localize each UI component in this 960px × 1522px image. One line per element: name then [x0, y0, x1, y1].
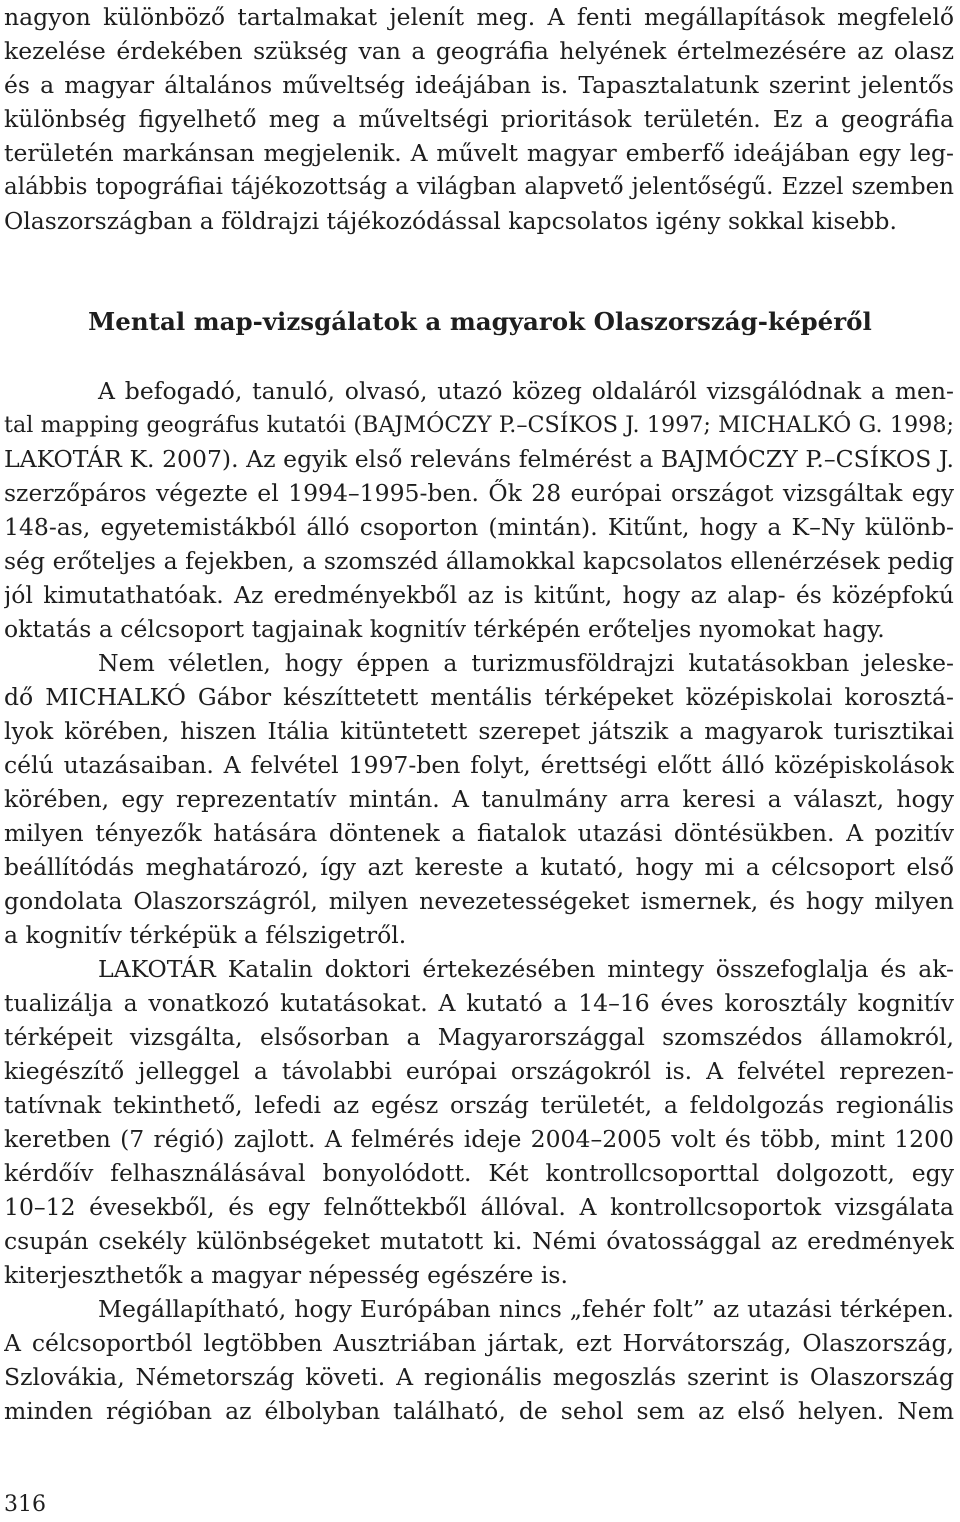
text-line: Szlovákia, Németország követi. A regionális megoszlás szerint is Olaszország	[4, 1363, 954, 1391]
page-number: 316	[4, 1492, 46, 1517]
text-line: célú utazásaiban. A felvétel 1997-ben folyt, érettségi előtt álló középiskolások	[4, 751, 954, 779]
text-line: alábbis topográfiai tájékozottság a világban alapvető jelentőségű. Ezzel szemben	[4, 174, 954, 200]
text-line: Nem véletlen, hogy éppen a turizmusföldrajzi kutatásokban jeleske-	[98, 649, 954, 677]
text-line: kiegészítő jelleggel a távolabbi európai országokról is. A felvétel reprezen-	[4, 1057, 954, 1085]
text-line: térképeit vizsgálta, elsősorban a Magyarországgal szomszédos államokról,	[4, 1023, 954, 1051]
text-line: LAKOTÁR Katalin doktori értekezésében mintegy összefoglalja és ak-	[98, 955, 954, 983]
text-line: oktatás a célcsoport tagjainak kognitív térképén erőteljes nyomokat hagy.	[4, 615, 885, 643]
text-line: a kognitív térképük a félszigetről.	[4, 921, 407, 949]
text-line: jól kimutathatóak. Az eredményekből az is kitűnt, hogy az alap- és középfokú	[4, 581, 954, 609]
text-line: 148-as, egyetemistákból álló csoporton (mintán). Kitűnt, hogy a K–Ny különb-	[4, 513, 954, 541]
text-line: területén markánsan megjelenik. A művelt magyar emberfő ideájában egy leg-	[4, 139, 954, 167]
text-line: különbség figyelhető meg a műveltségi prioritások területén. Ez a geográfia	[4, 105, 954, 133]
text-line: A befogadó, tanuló, olvasó, utazó közeg oldaláról vizsgálódnak a men-	[98, 377, 954, 405]
text-line: körében, egy reprezentatív mintán. A tanulmány arra keresi a választ, hogy	[4, 785, 954, 813]
text-line: kérdőív felhasználásával bonyolódott. Két kontrollcsoporttal dolgozott, egy	[4, 1159, 954, 1187]
text-line: gondolata Olaszországról, milyen nevezetességeket ismernek, és hogy milyen	[4, 887, 954, 915]
text-line: minden régióban az élbolyban található, de sehol sem az első helyen. Nem	[4, 1397, 954, 1425]
text-line: LAKOTÁR K. 2007). Az egyik első releváns felmérést a BAJMÓCZY P.–CSÍKOS J.	[4, 445, 954, 473]
text-line: lyok körében, hiszen Itália kitüntetett szerepet játszik a magyarok turisztikai	[4, 717, 954, 745]
text-line: beállítódás meghatározó, így azt kereste a kutató, hogy mi a célcsoport első	[4, 853, 954, 881]
text-line: kezelése érdekében szükség van a geográfia helyének értelmezésére az olasz	[4, 37, 954, 65]
text-line: csupán csekély különbségeket mutatott ki. Némi óvatossággal az eredmények	[4, 1227, 954, 1255]
section-heading: Mental map-vizsgálatok a magyarok Olaszország-képéről	[88, 307, 872, 336]
text-line: A célcsoportból legtöbben Ausztriában jártak, ezt Horvátország, Olaszország,	[4, 1329, 954, 1357]
text-line: 10–12 évesekből, és egy felnőttekből állóval. A kontrollcsoportok vizsgálata	[4, 1193, 954, 1221]
text-line: dő MICHALKÓ Gábor készíttetett mentális térképeket középiskolai korosztá-	[4, 683, 954, 711]
text-line: milyen tényezők hatására döntenek a fiatalok utazási döntésükben. A pozitív	[4, 819, 954, 847]
text-line: ség erőteljes a fejekben, a szomszéd államokkal kapcsolatos ellenérzések pedig	[4, 547, 954, 575]
text-line: Olaszországban a földrajzi tájékozódással kapcsolatos igény sokkal kisebb.	[4, 207, 897, 235]
text-line: nagyon különböző tartalmakat jelenít meg. A fenti megállapítások megfelelő	[4, 3, 954, 31]
text-line: tal mapping geográfus kutatói (BAJMÓCZY P.–CSÍKOS J. 1997; MICHALKÓ G. 1998;	[4, 412, 954, 438]
text-line: tualizálja a vonatkozó kutatásokat. A kutató a 14–16 éves korosztály kognitív	[4, 989, 954, 1017]
text-line: szerzőpáros végezte el 1994–1995-ben. Ők 28 európai országot vizsgáltak egy	[4, 479, 954, 507]
text-line: keretben (7 régió) zajlott. A felmérés ideje 2004–2005 volt és több, mint 1200	[4, 1125, 954, 1153]
text-line: és a magyar általános műveltség ideájában is. Tapasztalatunk szerint jelentős	[4, 71, 954, 99]
text-line: Megállapítható, hogy Európában nincs „fehér folt” az utazási térképen.	[98, 1295, 954, 1323]
text-line: tatívnak tekinthető, lefedi az egész ország területét, a feldolgozás regionális	[4, 1091, 954, 1119]
text-line: kiterjeszthetők a magyar népesség egészére is.	[4, 1261, 568, 1289]
